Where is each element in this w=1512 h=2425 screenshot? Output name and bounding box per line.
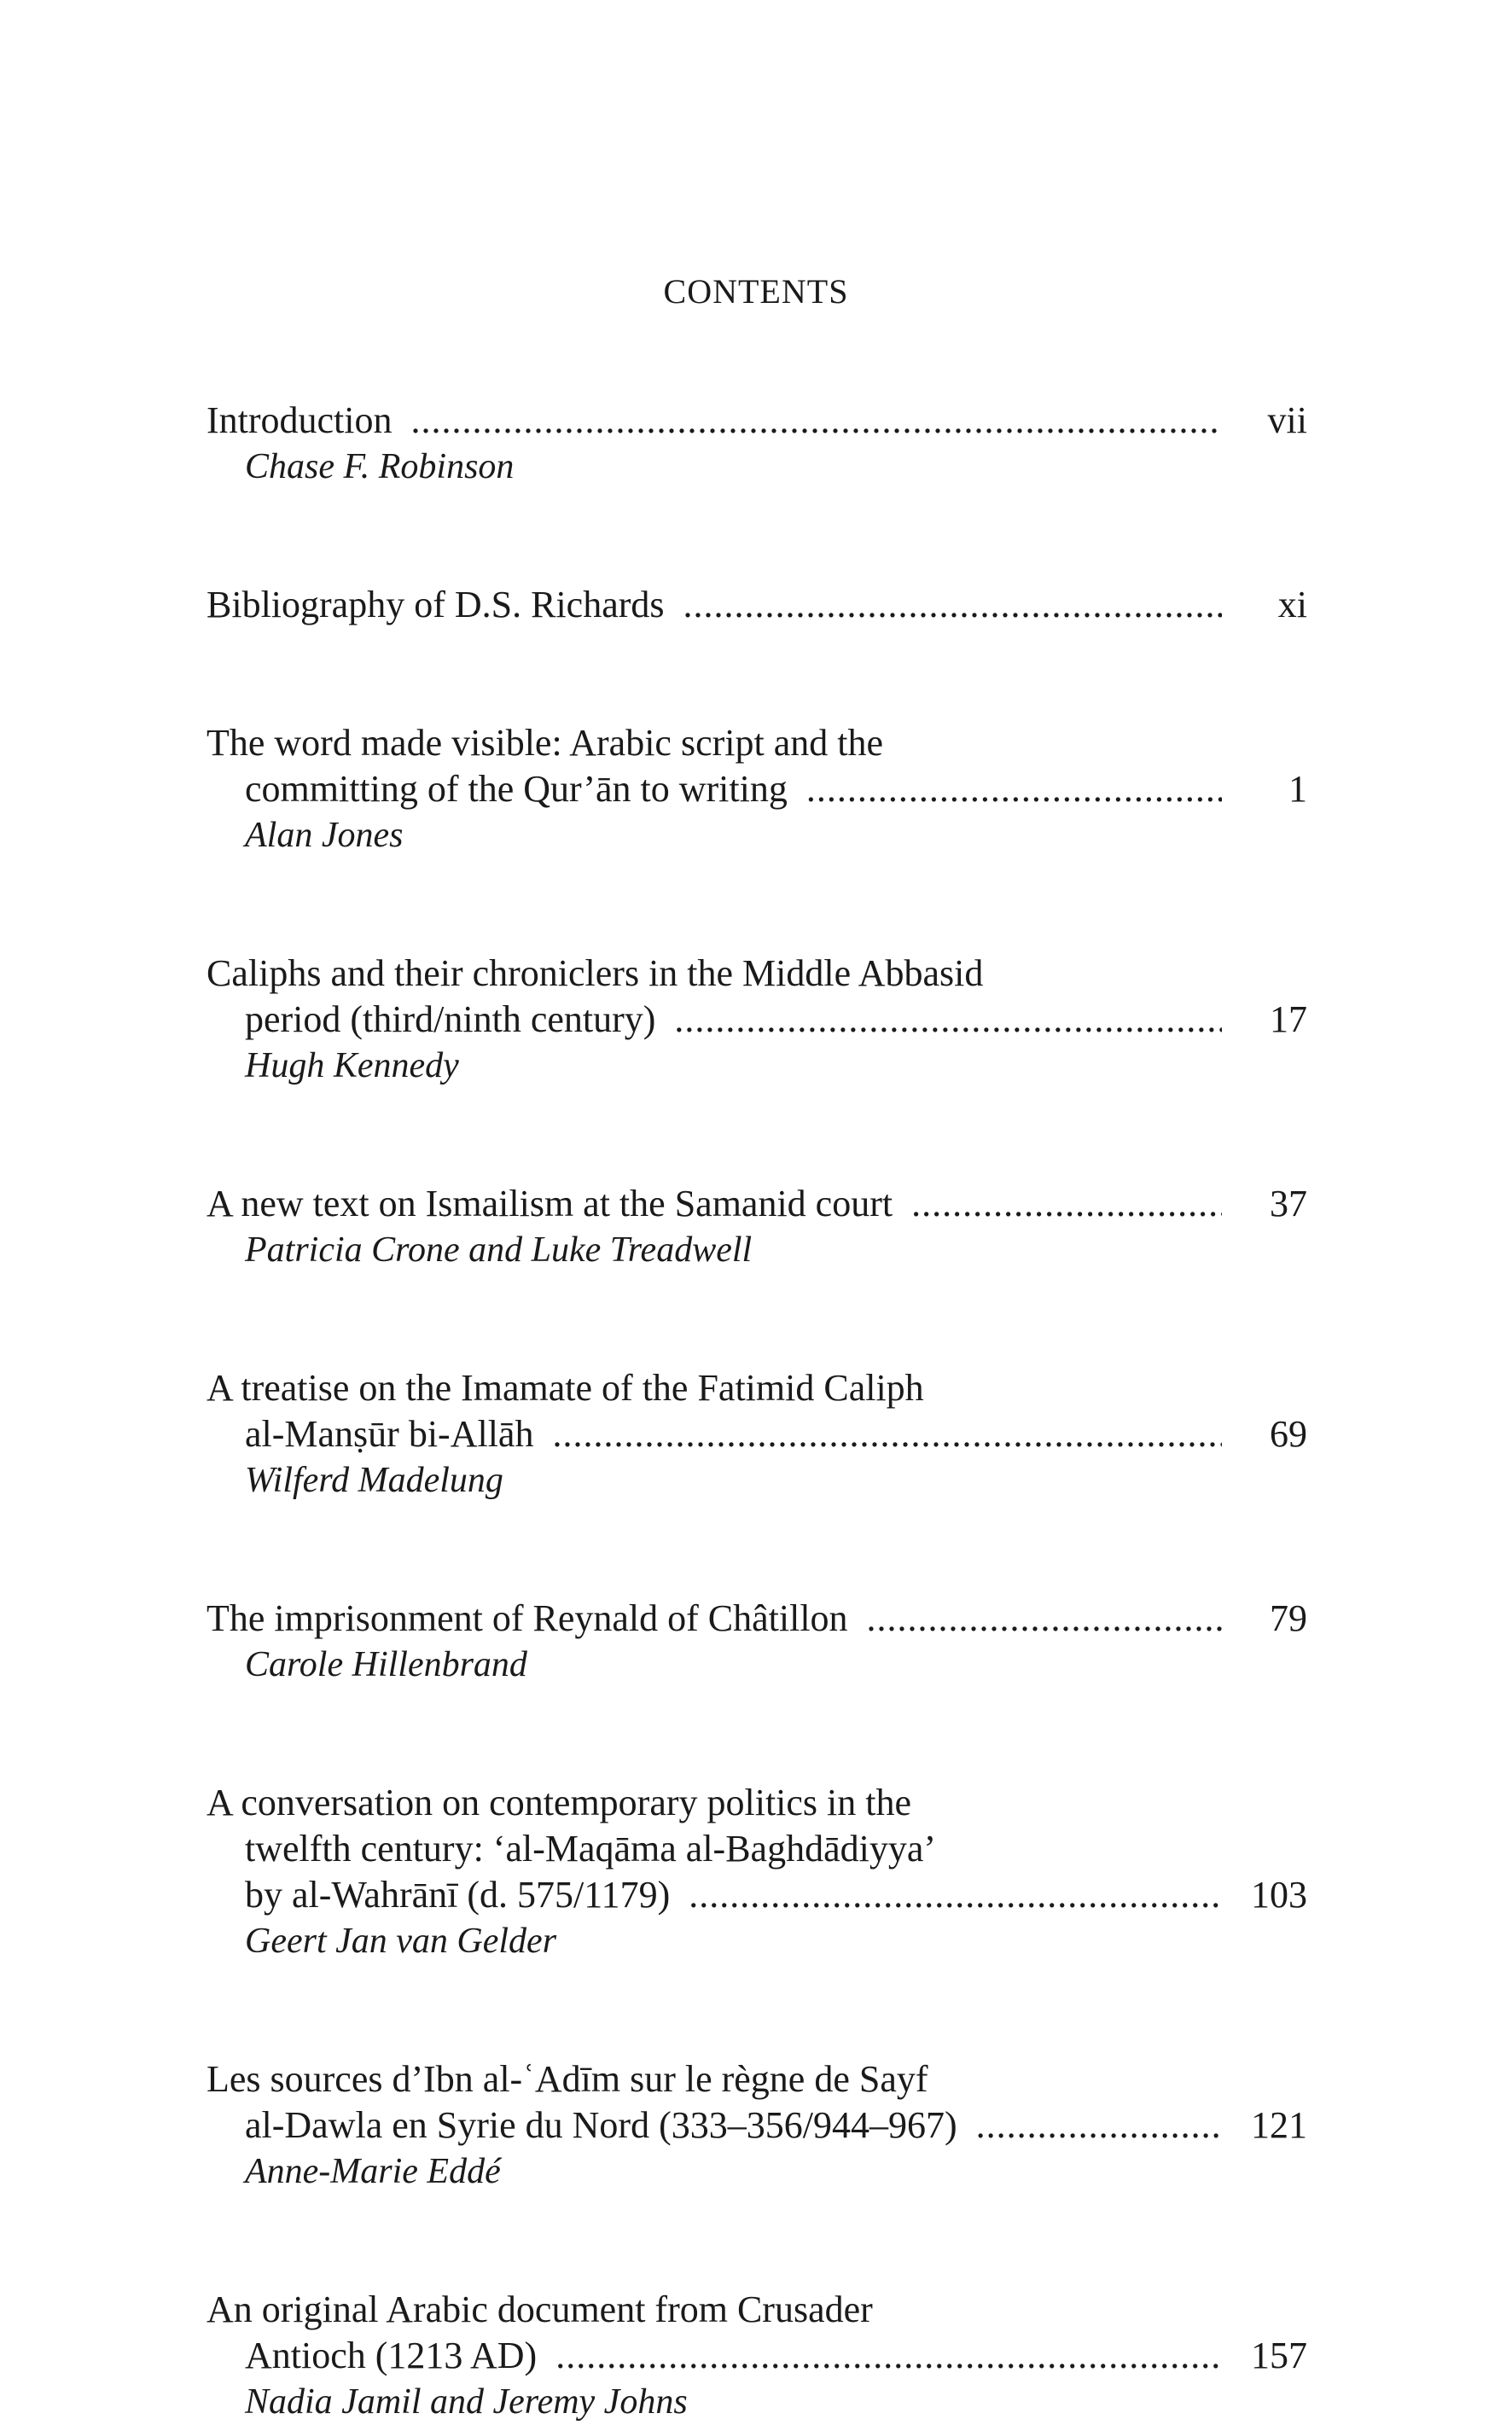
entry-title-line: [206, 1780, 1307, 1826]
page-number: 121: [1251, 2104, 1307, 2146]
entry-title-line: [206, 2102, 1307, 2149]
dot-leader: [976, 2102, 1222, 2149]
entry-title-line: [206, 766, 1307, 812]
dot-leader: [689, 1872, 1222, 1918]
entry-title-line: [206, 582, 1307, 628]
entry-title-line: [206, 2333, 1307, 2379]
toc-entry: [206, 951, 1307, 1089]
entry-title: A conversation on contemporary politics in the: [206, 1782, 912, 1823]
entry-title: A treatise on the Imamate of the Fatimid Caliph: [206, 1367, 924, 1409]
entry-title-line: [206, 1181, 1307, 1227]
entry-title-line: [206, 1872, 1307, 1918]
entry-title: Caliphs and their chroniclers in the Middle Abbasid: [206, 952, 984, 994]
entry-title-line: [206, 398, 1307, 444]
entry-title: The word made visible: Arabic script and the: [206, 722, 883, 764]
entry-author: Anne-Marie Eddé: [245, 2152, 501, 2191]
toc-entry: [206, 398, 1307, 490]
page-number: 157: [1251, 2335, 1307, 2376]
entry-title-line: [206, 1365, 1307, 1411]
page-number: 17: [1270, 998, 1307, 1040]
page-number: vii: [1267, 399, 1307, 441]
entry-title: period (third/ninth century): [245, 998, 656, 1040]
dot-leader: [683, 582, 1222, 628]
entry-author: Carole Hillenbrand: [245, 1645, 527, 1684]
page-number: 103: [1251, 1874, 1307, 1916]
toc-entry: [206, 1365, 1307, 1503]
entry-author: Wilferd Madelung: [245, 1461, 503, 1500]
entry-author: Chase F. Robinson: [245, 447, 515, 486]
entry-author: Alan Jones: [245, 816, 404, 855]
dot-leader: [911, 1181, 1222, 1227]
toc-entry: [206, 1181, 1307, 1273]
toc-entry: [206, 582, 1307, 628]
dot-leader: [806, 766, 1222, 812]
page-number: 79: [1270, 1597, 1307, 1639]
dot-leader: [411, 398, 1222, 444]
page-number: 69: [1270, 1413, 1307, 1455]
table-of-contents: [206, 398, 1307, 2425]
entry-author: Nadia Jamil and Jeremy Johns: [245, 2382, 688, 2422]
entry-title: Les sources d’Ibn al-ʿAdīm sur le règne de Sayf: [206, 2058, 928, 2100]
entry-title-line: [206, 1596, 1307, 1642]
entry-author: Hugh Kennedy: [245, 1046, 459, 1085]
entry-title-line: [206, 1826, 1307, 1872]
entry-title-line: [206, 2056, 1307, 2102]
toc-entry: [206, 1780, 1307, 1964]
toc-entry: [206, 1596, 1307, 1688]
page-number: 1: [1288, 768, 1307, 810]
page-number: xi: [1277, 584, 1307, 625]
entry-author: Patricia Crone and Luke Treadwell: [245, 1230, 753, 1270]
entry-title: The imprisonment of Reynald of Châtillon: [206, 1597, 848, 1639]
entry-title: An original Arabic document from Crusader: [206, 2288, 873, 2330]
dot-leader: [552, 1411, 1222, 1457]
entry-author: Geert Jan van Gelder: [245, 1922, 557, 1961]
page-number: 37: [1270, 1183, 1307, 1224]
entry-title: Antioch (1213 AD): [245, 2335, 538, 2376]
dot-leader: [555, 2333, 1222, 2379]
entry-title-line: [206, 997, 1307, 1043]
entry-title-line: [206, 2287, 1307, 2333]
entry-title: committing of the Qur’ān to writing: [245, 768, 788, 810]
entry-title: al-Dawla en Syrie du Nord (333–356/944–967): [245, 2104, 957, 2146]
dot-leader: [867, 1596, 1222, 1642]
entry-title: twelfth century: ‘al-Maqāma al-Baghdādiyya’: [245, 1828, 937, 1870]
entry-title-line: [206, 951, 1307, 997]
toc-entry: [206, 2287, 1307, 2425]
entry-title: A new text on Ismailism at the Samanid court: [206, 1183, 893, 1224]
contents-heading: CONTENTS: [663, 272, 849, 311]
toc-entry: [206, 720, 1307, 858]
toc-entry: [206, 2056, 1307, 2195]
entry-title: Bibliography of D.S. Richards: [206, 584, 665, 625]
entry-title-line: [206, 1411, 1307, 1457]
entry-title-line: [206, 720, 1307, 766]
entry-title: by al-Wahrānī (d. 575/1179): [245, 1874, 671, 1916]
entry-title: al-Manṣūr bi-Allāh: [245, 1413, 534, 1455]
dot-leader: [674, 997, 1222, 1043]
entry-title: Introduction: [206, 399, 393, 441]
